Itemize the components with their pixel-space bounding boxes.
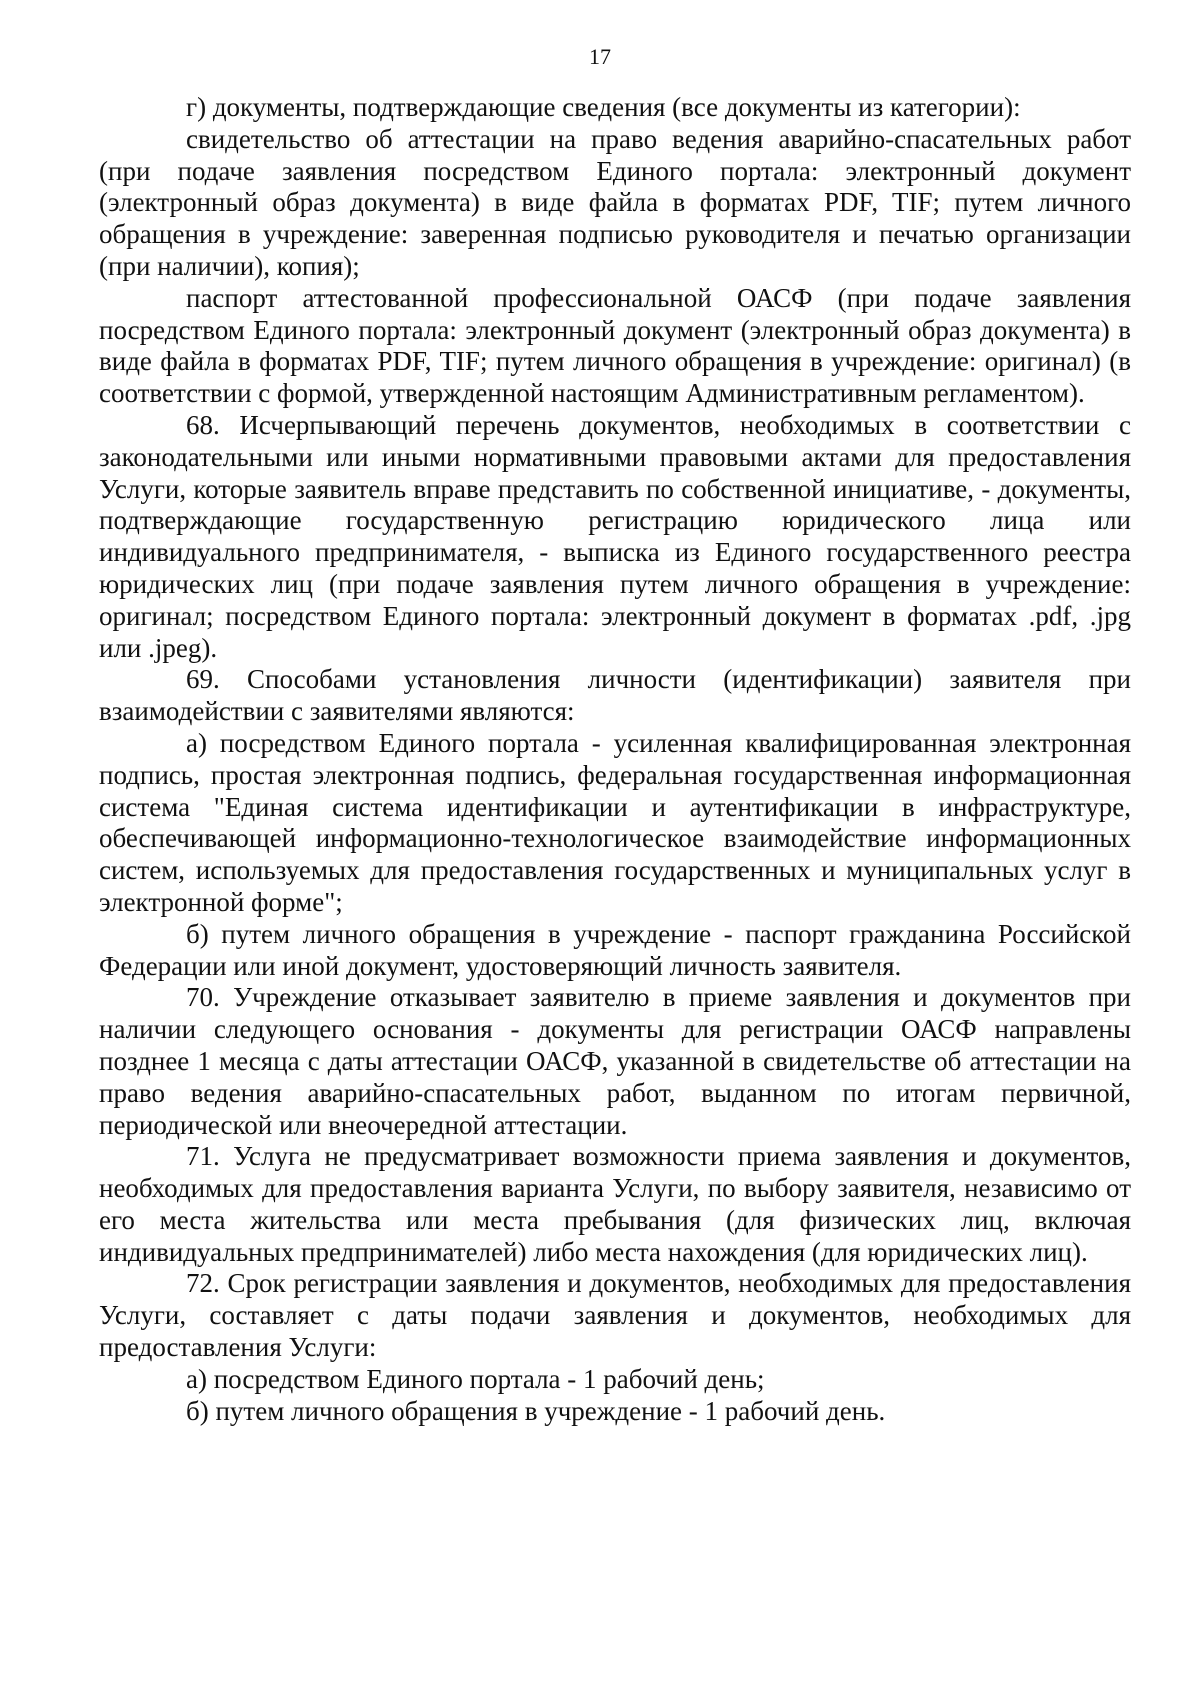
paragraph-oasf-passport: паспорт аттестованной профессиональной ОАСФ (при подаче заявления посредством Единого портала: электронный документ (электронный образ документа) в виде файла в форматах PDF, TIF; путем личного обращения в учреждение: оригинал) (в соответствии с формой, утвержденной настоящим Административным регламентом). (99, 282, 1131, 409)
paragraph-71: 71. Услуга не предусматривает возможности приема заявления и документов, необходимых для предоставления варианта Услуги, по выбору заявителя, независимо от его места жительства или места пребывания (для физических лиц, включая индивидуальных предпринимателей) либо места нахождения (для юридических лиц). (99, 1141, 1131, 1267)
paragraph-69: 69. Способами установления личности (идентификации) заявителя при взаимодействии с заявителями являются: (99, 664, 1131, 727)
page-number: 17 (589, 44, 611, 69)
paragraph-69-b: б) путем личного обращения в учреждение - паспорт гражданина Российской Федерации или иной документ, удостоверяющий личность заявителя. (99, 918, 1131, 981)
paragraph-documents-confirming: г) документы, подтверждающие сведения (все документы из категории): (186, 92, 1021, 122)
paragraph-72-b: б) путем личного обращения в учреждение - 1 рабочий день. (186, 1395, 886, 1426)
document-body (99, 92, 1131, 1427)
paragraph-attestation-certificate: свидетельство об аттестации на право ведения аварийно-спасательных работ (при подаче заявления посредством Единого портала: электронный документ (электронный образ документа) в виде файла в форматах PDF, TIF; путем личного обращения в учреждение: заверенная подписью руководителя и печатью организации (при наличии), копия); (99, 123, 1131, 281)
paragraph-68: 68. Исчерпывающий перечень документов, необходимых в соответствии с законодательными или иными нормативными правовыми актами для предоставления Услуги, которые заявитель вправе представить по собственной инициативе, - документы, подтверждающие государственную регистрацию юридического лица или индивидуального предпринимателя, - выписка из Единого государственного реестра юридических лиц (при подаче заявления путем личного обращения в учреждение: оригинал; посредством Единого портала: электронный документ в форматах .pdf, .jpg или .jpeg). (99, 409, 1131, 663)
paragraph-69-a: а) посредством Единого портала - усиленная квалифицированная электронная подпись, простая электронная подпись, федеральная государственная информационная система "Единая система идентификации и аутентификации в инфраструктуре, обеспечивающей информационно-технологическое взаимодействие информационных систем, используемых для предоставления государственных и муниципальных услуг в электронной форме"; (99, 727, 1131, 917)
paragraph-72: 72. Срок регистрации заявления и документов, необходимых для предоставления Услуги, составляет с даты подачи заявления и документов, необходимых для предоставления Услуги: (99, 1268, 1131, 1363)
paragraph-70: 70. Учреждение отказывает заявителю в приеме заявления и документов при наличии следующего основания - документы для регистрации ОАСФ направлены позднее 1 месяца с даты аттестации ОАСФ, указанной в свидетельстве об аттестации на право ведения аварийно-спасательных работ, выданном по итогам первичной, периодической или внеочередной аттестации. (99, 982, 1131, 1140)
paragraph-72-a: а) посредством Единого портала - 1 рабочий день; (186, 1363, 765, 1394)
